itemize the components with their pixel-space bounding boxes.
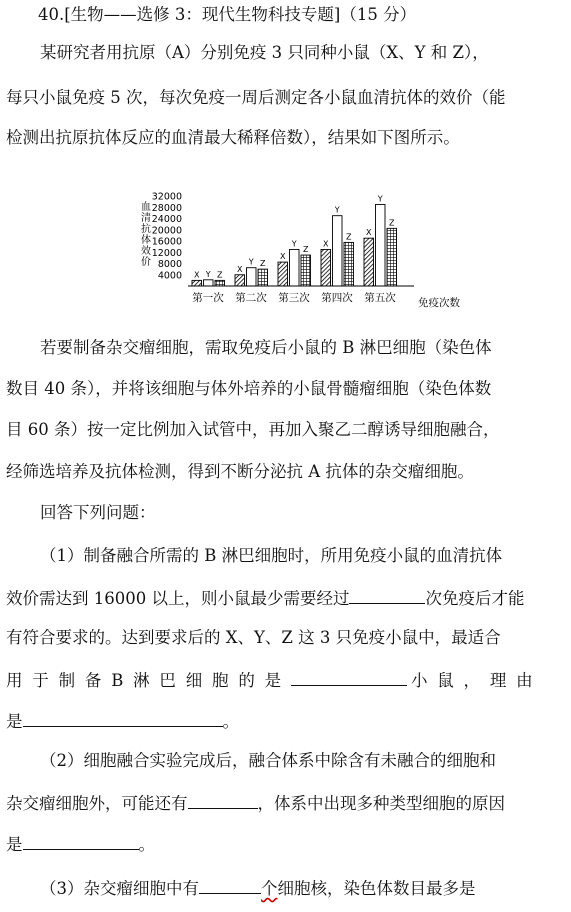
bar-z — [258, 269, 268, 286]
x-tick-label: 第二次 — [235, 292, 267, 304]
bar-y — [290, 249, 300, 286]
q1-line-2 — [6, 586, 524, 610]
y-tick-label: 16000 — [151, 236, 182, 248]
q3-text-1b: 个 — [261, 879, 278, 898]
bar-z — [344, 242, 354, 286]
bar-label-x: X — [366, 228, 372, 238]
para2-line-4: 经筛选培养及抗体检测，得到不断分泌抗 A 抗体的杂交瘤细胞。 — [6, 462, 474, 481]
bar-label-z: Z — [260, 259, 266, 269]
y-axis-label-char: 效 — [141, 246, 151, 257]
bar-label-x: X — [237, 264, 243, 274]
q2-line-3 — [6, 832, 155, 856]
y-axis-ticks — [152, 192, 182, 282]
bar-label-z: Z — [346, 232, 352, 242]
y-axis-label — [141, 201, 151, 268]
q3-text-1c: 细胞核，染色体数目最多是 — [277, 879, 476, 898]
intro-line-2: 每只小鼠免疫 5 次，每次免疫一周后测定各小鼠血清抗体的效价（能 — [6, 88, 506, 107]
q3-line-1 — [40, 876, 476, 900]
q1-blank-3[interactable] — [23, 709, 223, 727]
q1-text-5a: 是 — [6, 712, 23, 731]
q2-line-1: （2）细胞融合实验完成后，融合体系中除含有未融合的细胞和 — [40, 751, 496, 770]
question-heading: 40.[生物——选修 3：现代生物科技专题]（15 分） — [38, 5, 417, 24]
x-axis-ticks — [192, 291, 396, 304]
x-tick-label: 第三次 — [278, 292, 310, 304]
q1-blank-2[interactable] — [291, 668, 407, 686]
bar-label-x: X — [194, 270, 200, 280]
y-tick-label: 20000 — [151, 225, 182, 237]
bar-y — [247, 268, 257, 286]
bar-x — [321, 249, 331, 286]
q1-text-4a: 用于制备B淋巴细胞的是 — [6, 671, 291, 690]
bar-z — [301, 255, 311, 286]
q2-text-3b: 。 — [138, 835, 155, 854]
q1-text-2a: 效价需达到 16000 以上，则小鼠最少需要经过 — [6, 589, 350, 608]
x-tick-label: 第一次 — [192, 292, 224, 304]
q3-blank-1[interactable] — [199, 876, 261, 894]
q1-blank-1[interactable] — [349, 586, 425, 604]
q2-text-2b: ，体系中出现多种类型细胞的原因 — [257, 794, 505, 813]
para2-line-1: 若要制备杂交瘤细胞，需取免疫后小鼠的 B 淋巴细胞（染色体 — [40, 338, 492, 357]
q1-line-5 — [6, 709, 239, 733]
bar-y — [333, 216, 343, 286]
bar-z — [387, 228, 397, 286]
bar-label-y: Y — [291, 239, 297, 249]
y-tick-label: 28000 — [151, 202, 182, 214]
intro-line-1: 某研究者用抗原（A）分别免疫 3 只同种小鼠（X、Y 和 Z）， — [40, 43, 489, 62]
q1-line-1: （1）制备融合所需的 B 淋巴细胞时，所用免疫小鼠的血清抗体 — [40, 546, 503, 565]
bar-label-y: Y — [248, 257, 254, 267]
bar-x — [364, 238, 374, 286]
para2-line-2: 数目 40 条），并将该细胞与体外培养的小鼠骨髓瘤细胞（染色体数 — [6, 379, 492, 398]
y-axis-label-char: 抗 — [141, 224, 151, 235]
x-tick-label: 第四次 — [321, 292, 353, 304]
q2-blank-2[interactable] — [23, 832, 139, 850]
y-axis-label-char: 体 — [141, 235, 151, 246]
bar-label-y: Y — [205, 269, 211, 279]
x-axis-label: 免疫次数 — [418, 297, 460, 309]
bar-x — [278, 262, 288, 286]
q1-text-2b: 次免疫后才能 — [425, 589, 525, 608]
q2-text-3a: 是 — [6, 835, 23, 854]
q1-line-4 — [6, 668, 542, 692]
x-tick-label: 第五次 — [364, 292, 396, 304]
q1-line-3: 有符合要求的。达到要求后的 X、Y、Z 这 3 只免疫小鼠中，最适合 — [6, 628, 501, 647]
bar-x — [192, 280, 202, 286]
bar-x — [235, 275, 245, 286]
answer-prompt: 回答下列问题： — [40, 503, 156, 522]
y-tick-label: 4000 — [157, 270, 182, 282]
bar-label-x: X — [280, 252, 286, 262]
bar-y — [376, 204, 386, 286]
bar-y — [204, 280, 214, 286]
q2-text-2a: 杂交瘤细胞外，可能还有 — [6, 794, 188, 813]
q2-blank-1[interactable] — [188, 791, 258, 809]
bar-label-x: X — [323, 239, 329, 249]
bar-label-y: Y — [334, 205, 340, 215]
y-axis-label-char: 价 — [141, 257, 151, 268]
antibody-titer-chart — [132, 182, 484, 314]
bar-label-y: Y — [377, 194, 383, 204]
y-axis-label-char: 清 — [141, 213, 151, 224]
bar-label-z: Z — [303, 245, 309, 255]
bar-groups — [192, 194, 397, 286]
q2-line-2 — [6, 791, 505, 815]
q1-text-4b: 小鼠，理由 — [410, 671, 543, 690]
y-tick-label: 32000 — [151, 191, 182, 203]
intro-line-3: 检测出抗原抗体反应的血清最大稀释倍数），结果如下图所示。 — [6, 128, 460, 147]
q3-text-1a: （3）杂交瘤细胞中有 — [40, 879, 199, 898]
y-tick-label: 12000 — [151, 247, 182, 259]
y-tick-label: 8000 — [157, 259, 182, 270]
bar-label-z: Z — [217, 270, 223, 280]
para2-line-3: 目 60 条）按一定比例加入试管中，再加入聚乙二醇诱导细胞融合， — [6, 420, 500, 439]
bar-label-z: Z — [389, 218, 395, 228]
bar-z — [215, 280, 225, 286]
y-axis-label-char: 血 — [141, 202, 151, 213]
y-tick-label: 24000 — [151, 214, 182, 225]
q1-text-5b: 。 — [222, 712, 239, 731]
